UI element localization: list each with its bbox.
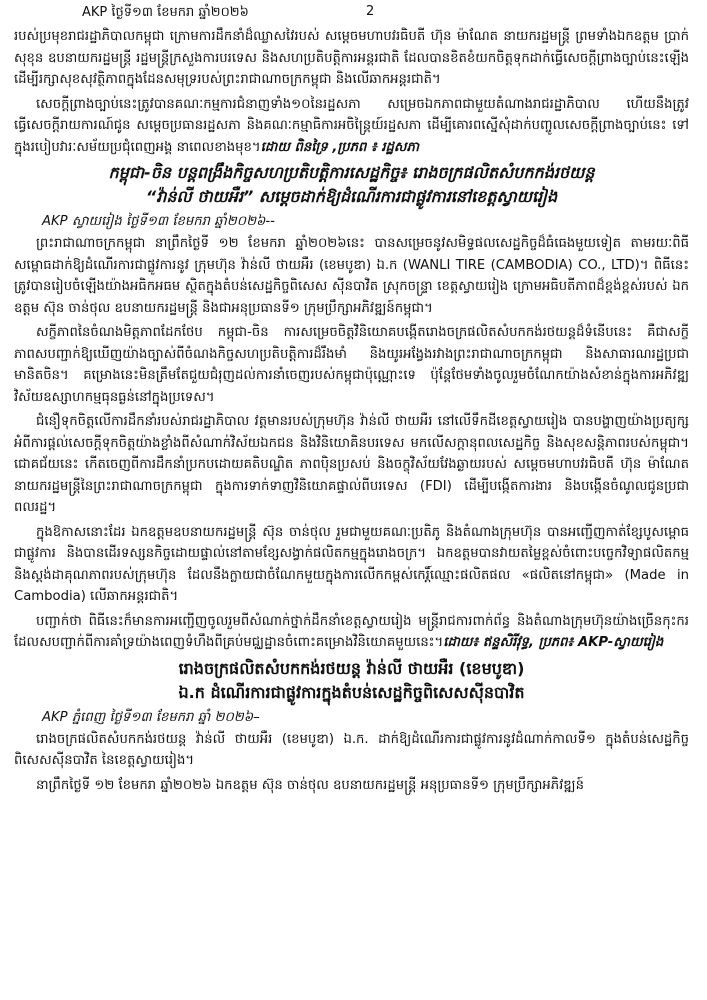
article3-paragraph-1: រោងចក្រផលិតសំបកកង់រថយន្ត វ៉ាន់លី ថាយអឺរ (ខេមបូឌា) ឯ.ក. ដាក់ឱ្យដំណើរការជាផ្លូវការនូវដំណាក់កាលទី១ ក្នុងតំបន់សេដ្ឋកិច្ចពិសេសស៊ីនបាវិត នៃខេត្តស្វាយរៀង។ — [14, 731, 689, 768]
article2-paragraph-2: សក្ខីភាពនៃចំណងមិត្តភាពដែកថែប កម្ពុជា-ចិន ការសម្រេចចិត្តវិនិយោគបង្កើតរោងចក្រផលិតសំបកកង់រថយន្តដ៏ទំនើបនេះ គឺជាសក្ខីភាពសបញ្ជាក់ឱ្យឃើញយ៉ាងច្បាស់ពីចំណងកិច្ចសហប្រតិបត្តិការដ៏រឹងមាំ និងយូរអង្វែងរវាងព្រះរាជាណាចក្រកម្ពុជា និងសាធារណរដ្ឋប្រជាមានិតចិន។ គម្រោងនេះមិនត្រឹមតែជួយជំរុញដល់ការនាំចេញរបស់កម្ពុជាប៉ុណ្ណោះទេ ប៉ុន្តែថែមទាំងចូលរួមចំណែកយ៉ាងសំខាន់ក្នុងការអភិវឌ្ឍវិស័យឧស្សាហកម្មធុនធ្ងន់នៅក្នុងប្រទេស។ — [14, 325, 689, 405]
article1-paragraph-2-text: សេចក្តីព្រាងច្បាប់នេះត្រូវបានគណៈកម្មការជំនាញទាំង១០នៃរដ្ឋសភា សម្រេចឯកភាពជាមួយតំណាងរាជរដ្ឋាភិបាល ហើយនឹងត្រូវធ្វើសេចក្តីរាយការណ៍ជូន សម្ដេចប្រធានរដ្ឋសភា និងគណៈកម្មាធិការអចិន្ត្រៃយ៍រដ្ឋសភា ដើម្បីគោរពស្នើសុំដាក់បញ្ចូលសេចក្តីព្រាងច្បាប់នេះ ទៅក្នុងរបៀបវារៈសម័យប្រជុំពេញអង្គ នាពេលខាងមុខ។ — [14, 96, 689, 155]
article3-paragraph-2: នាព្រឹកថ្ងៃទី ១២ ខែមករា ឆ្នាំ២០២៦ ឯកឧត្តម ស៊ុន ចាន់ថុល ឧបនាយករដ្ឋមន្ត្រី អនុប្រធានទី១ ក្រុមប្រឹក្សាអភិវឌ្ឍន៍ — [36, 777, 584, 793]
article2-headline-line1: កម្ពុជា-ចិន បន្តពង្រឹងកិច្ចសហប្រតិបត្តិការសេដ្ឋកិច្ច៖ រោងចក្រផលិតសំបកកង់រថយន្ត — [108, 163, 595, 182]
article2-paragraph-4: ក្នុងឱកាសនោះដែរ ឯកឧត្តមឧបនាយករដ្ឋមន្ត្រី ស៊ុន ចាន់ថុល រួមជាមួយគណៈប្រតិភូ និងតំណាងក្រុមហ៊ុន បានអញ្ជើញកាត់ខ្សែបូសម្ពោធជាផ្លូវការ និងបានដើរទស្សនកិច្ចដោយផ្ទាល់នៅតាមខ្សែសង្វាក់ផលិតកម្មក្នុងរោងចក្រ។ ឯកឧត្តមបានវាយតម្លៃខ្ពស់ចំពោះបច្ចេកវិទ្យាផលិតកម្ម និងស្តង់ដាគុណភាពរបស់ក្រុមហ៊ុន ដែលនឹងក្លាយជាចំណែកមួយក្នុងការលើកកម្ពស់កេរ្តិ៍ឈ្មោះផលិតផល «ផលិតនៅកម្ពុជា» (Made in Cambodia) លើឆាកអន្តរជាតិ។ — [14, 524, 689, 604]
article2-headline-line2: “វ៉ាន់លី ថាយអឺរ” សម្ដេចដាក់ឱ្យដំណើរការជាផ្លូវការនៅខេត្តស្វាយរៀង — [145, 187, 558, 206]
article2-byline: ដោយ៖ ឥន្ទសិរីវុទ្ធ, ប្រភព៖ AKP-ស្វាយរៀង — [443, 635, 664, 650]
article2-paragraph-5 — [14, 611, 689, 654]
article3-headline — [14, 657, 689, 705]
page-number: 2 — [366, 4, 375, 19]
article2-paragraph-3: ជំនឿទុកចិត្តលើការដឹកនាំរបស់រាជរដ្ឋាភិបាល វត្តមានរបស់ក្រុមហ៊ុន វ៉ាន់លី ថាយអឺរ នៅលើទឹកដីខេត្តស្វាយរៀង បានបង្ហាញយ៉ាងប្រត្យក្សអំពីការផ្តល់សេចក្តីទុកចិត្តយ៉ាងខ្លាំងពីសំណាក់វិស័យឯកជន និងវិនិយោគិនបរទេស មកលើសក្តានុពលសេដ្ឋកិច្ច និងសុខសន្តិភាពរបស់កម្ពុជា។ ជោគជ័យនេះ កើតចេញពីការដឹកនាំប្រកបដោយគតិបណ្ឌិត ភាពប៉ិនប្រសប់ និងចក្ខុវិស័យវែងឆ្ងាយរបស់ សម្ដេចមហាបវរធិបតី ហ៊ុន ម៉ាណែត នាយករដ្ឋមន្ត្រីនៃព្រះរាជាណាចក្រកម្ពុជា ក្នុងការទាក់ទាញវិនិយោគផ្ទាល់ពីបរទេស (FDI) ដើម្បីបង្កើតការងារ និងបង្កើនចំណូលជូនប្រជាពលរដ្ឋ។ — [14, 414, 689, 515]
article1-paragraph-1: របស់ប្រមុខរាជរដ្ឋាភិបាលកម្ពុជា ក្រោមការដឹកនាំដ៏ឈ្លាសវៃរបស់ សម្ដេចមហាបវរធិបតី ហ៊ុន ម៉ាណែត នាយករដ្ឋមន្ត្រី ព្រមទាំងឯកឧត្តម ប្រាក់ សុខុន ឧបនាយករដ្ឋមន្ត្រី រដ្ឋមន្ត្រីក្រសួងការបរទេស និងសហប្រតិបត្តិការអន្តរជាតិ ដែលបានខិតខំយកចិត្តទុកដាក់ធ្វើសេចក្តីព្រាងច្បាប់នេះឡើង ដើម្បីរក្សាសុខសុវត្ថិភាពក្នុងដែនសមុទ្ររបស់ព្រះរាជាណាចក្រកម្ពុជា និងលើឆាកអន្តរជាតិ។ — [14, 29, 689, 87]
article3-dateline: AKP ភ្នំពេញ ថ្ងៃទី១៣ ខែមករា ឆ្នាំ ២០២៦– — [42, 709, 260, 725]
page-content — [14, 26, 689, 1000]
article3-headline-line1: រោងចក្រផលិតសំបកកង់រថយន្ត វ៉ាន់លី ថាយអឺរ (ខេមបូឌា) — [178, 658, 525, 678]
page-header — [0, 2, 707, 24]
article1-byline: ដោយ ពិនទ្រៃ ,ប្រភព ៖ រដ្ឋសភា — [260, 139, 420, 155]
article2-headline — [14, 161, 689, 209]
article3-headline-line2: ឯ.ក ដំណើរការជាផ្លូវការក្នុងតំបន់សេដ្ឋកិច្ចពិសេសស៊ីនបាវិត — [178, 682, 525, 702]
article2-dateline: AKP ស្វាយរៀង ថ្ងៃទី១៣ ខែមករា ឆ្នាំ២០២៦-- — [42, 214, 275, 229]
header-date: AKP ថ្ងៃទី១៣ ខែមករា ឆ្នាំ២០២៦ — [82, 5, 249, 20]
article2-paragraph-5-text: បញ្ជាក់ថា ពិធីនេះក៏មានការអញ្ជើញចូលរួមពីសំណាក់ថ្នាក់ដឹកនាំខេត្តស្វាយរៀង មន្ត្រីរាជការពាក់ព័ន្ធ និងតំណាងក្រុមហ៊ុនយ៉ាងច្រើនកុះករ ដែលសបញ្ជាក់ពីការគាំទ្រយ៉ាងពេញទំហឹងពីគ្រប់មជ្ឈដ្ឋានចំពោះគម្រោងវិនិយោគមួយនេះ។ — [14, 613, 689, 650]
article2-paragraph-1: ព្រះរាជាណាចក្រកម្ពុជា នាព្រឹកថ្ងៃទី ១២ ខែមករា ឆ្នាំ២០២៦នេះ បានសម្រេចនូវសមិទ្ធផលសេដ្ឋកិច្ចដ៏ធំធេងមួយទៀត តាមរយៈពិធីសម្ពោធដាក់ឱ្យដំណើរការជាផ្លូវការនូវ ក្រុមហ៊ុន វ៉ាន់លី ថាយអឺរ (ខេមបូឌា) ឯ.ក (WANLI TIRE (CAMBODIA) CO., LTD)។ ពិធីនេះត្រូវបានរៀបចំឡើងយ៉ាងអធិកអធម ស្ថិតក្នុងតំបន់សេដ្ឋកិច្ចពិសេស ស៊ីនបាវិត ស្រុកចន្ទ្រា ខេត្តស្វាយរៀង ក្រោមអធិបតីភាពដ៏ខ្ពង់ខ្ពស់របស់ ឯកឧត្តម ស៊ុន ចាន់ថុល ឧបនាយករដ្ឋមន្ត្រី និងជាអនុប្រធានទី១ ក្រុមប្រឹក្សាអភិវឌ្ឍន៍កម្ពុជា។ — [14, 236, 689, 316]
article1-paragraph-2 — [14, 94, 689, 159]
